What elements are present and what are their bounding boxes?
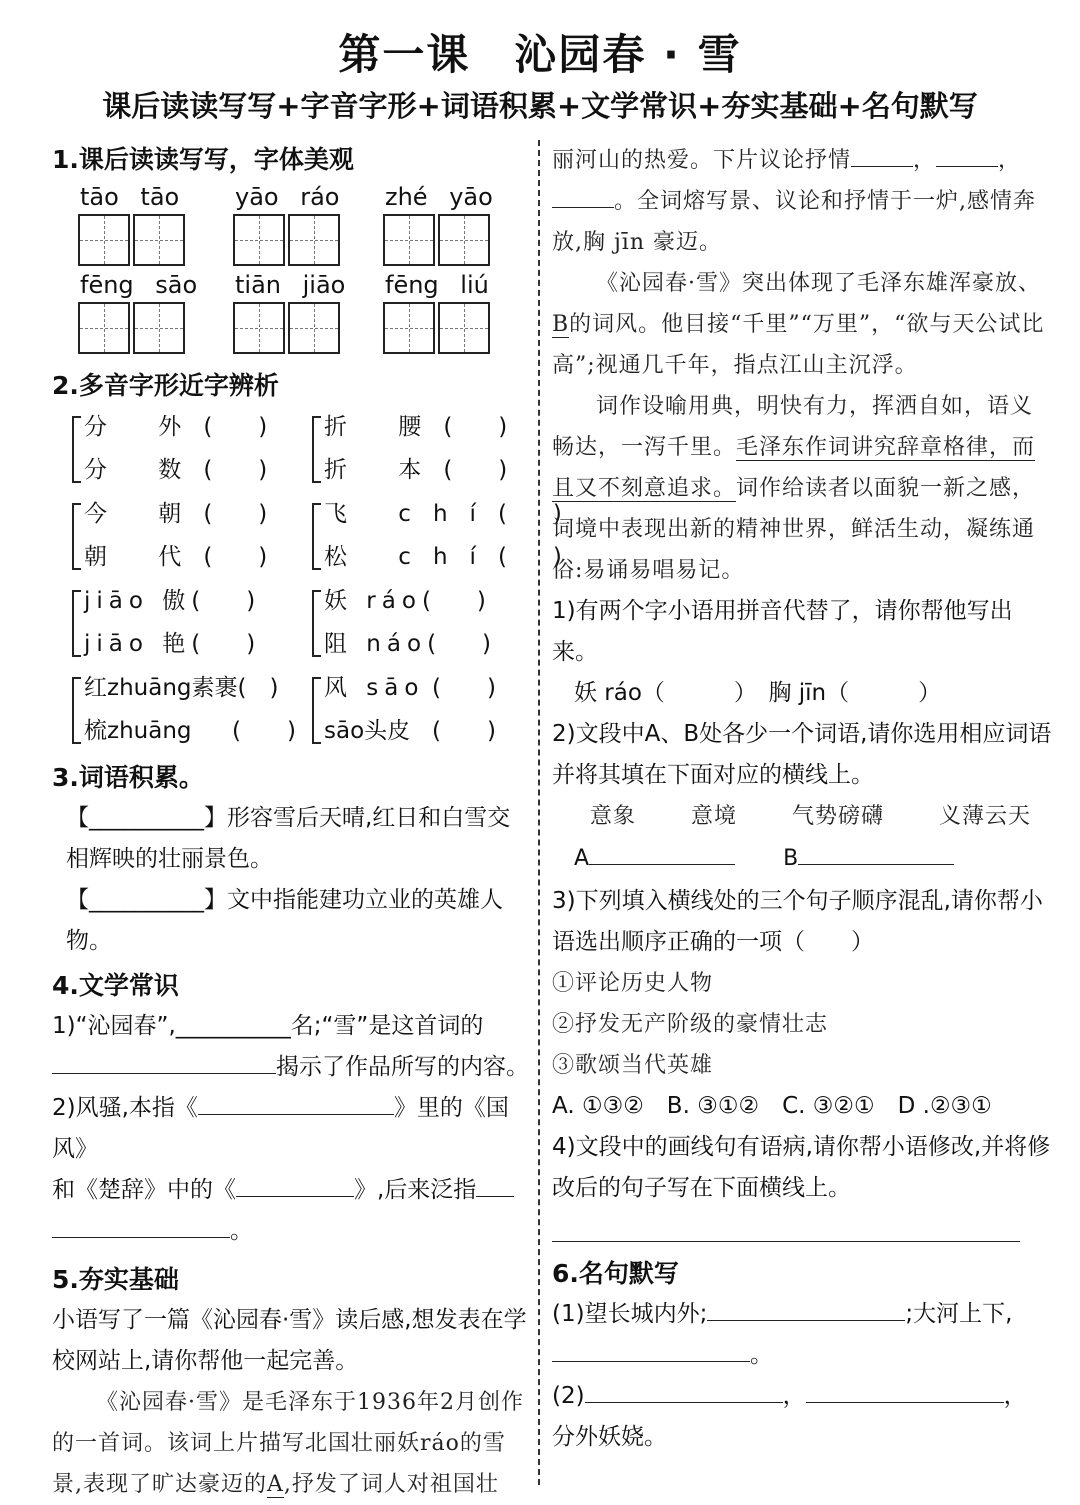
question-text: 名;“雪”是这首词的 [290,1013,484,1039]
word-text: 朝 代 [84,544,204,570]
writing-box[interactable] [438,302,490,354]
word-row [324,406,542,449]
answer-blank[interactable]: 妖 ráo（ ） [574,680,746,706]
word-row [324,536,562,579]
quote-line [552,1335,1052,1376]
answer-blank[interactable]: ( ) [427,631,492,657]
word-text: sāo头皮 [324,718,411,744]
writing-box[interactable] [438,214,490,266]
answer-blank[interactable] [806,1376,1004,1403]
word-text: 折 本 [324,457,444,483]
section3-heading: 3.词语积累。 [52,763,204,792]
passage-text: ,抒发了词人对祖国壮 [283,1472,499,1497]
option-word: 意象 [590,804,637,829]
quote-text: ;大河上下, [905,1301,1013,1327]
pinyin-label: yāo ráo [235,183,340,211]
section5-intro: 小语写了一篇《沁园春·雪》读后感,想发表在学校网站上,请你帮他一起完善。 [52,1307,527,1374]
question-3: 3)下列填入横线处的三个句子顺序混乱,请你帮小语选出顺序正确的一项（ ） [552,888,1043,955]
passage-text: 《沁园春·雪》是毛泽东于1936年2月创作的一首词。该词上片描写北国壮丽妖ráo的雪景,表现了旷达豪迈的 [52,1390,524,1497]
question-text: 》里的《国风》 [52,1095,509,1162]
word-row [84,493,312,536]
word-row [84,536,312,579]
question-text: 和《楚辞》中的《 [52,1177,236,1203]
passage-text: 《沁园春·雪》突出体现了毛泽东雄浑豪放、 [596,271,1041,296]
quote-line [552,1294,1052,1335]
question-text: 2)风骚,本指《 [52,1095,198,1121]
word-text: 妖 ráo [324,588,422,614]
quote-text: 。 [750,1342,773,1368]
bracket-open: 【 [66,805,89,831]
answer-line[interactable] [552,1219,1020,1242]
answer-blank[interactable]: ( ) [432,718,496,744]
bracket-group [72,406,312,493]
answer-blank[interactable] [552,1335,750,1362]
vocab-item [52,798,530,880]
answer-blank[interactable] [198,1088,394,1115]
vocab-item [52,880,530,962]
writing-box[interactable] [133,302,185,354]
answer-blank[interactable]: ( ) [191,631,256,657]
tianzige-item [78,180,233,268]
quote-text: ， [1003,1383,1027,1409]
answer-blank[interactable]: ( ) [421,588,486,614]
passage-text: 词作设喻用典，明快有力，挥洒自如，语义畅达，一泻千里。 [552,394,1034,460]
answer-blank[interactable] [52,1211,230,1238]
word-text: 折 腰 [324,414,444,440]
passage-paragraph [552,263,1052,386]
sentence-option: ①评论历史人物 [552,971,714,996]
word-text: 飞 chí [324,501,498,527]
answer-blank[interactable]: ( ) [203,414,268,440]
answer-blank[interactable]: ( ) [237,675,279,701]
bracket-group [72,667,312,754]
section6-heading: 6.名句默写 [552,1259,679,1288]
word-text: 风 sāo [324,675,425,701]
answer-blank[interactable] [236,1170,354,1197]
passage-paragraph [52,1382,530,1505]
word-text: 松 chí [324,544,498,570]
quote-text: ， [782,1383,806,1409]
pinyin-label: fēng liú [385,271,489,299]
answer-blank[interactable]: ( ) [497,501,562,527]
tianzige-item [383,268,523,356]
answer-blank[interactable]: ( ) [203,544,268,570]
passage-text: 丽河山的热爱。下片议论抒情 [552,148,852,173]
ab-answer-lines [552,837,1052,881]
underlined-sentence: 毛泽东作词讲究辞章格律，而且又不刻意追求。 [552,435,1036,501]
polyphone-grid [72,406,562,754]
quote-text: (2) [552,1383,585,1409]
word-row [324,667,542,710]
word-text: 梳zhuāng [84,718,192,744]
writing-box[interactable] [288,214,340,266]
passage-text: 词作给读者以面貌一新之感，词境中表现出新的精神世界，鲜活生动，凝练通俗:易诵易唱易记。 [552,476,1036,583]
tianzige-item [233,180,383,268]
answer-blank[interactable] [476,1170,514,1197]
left-column [52,140,562,1505]
pinyin-label: fēng sāo [80,271,198,299]
answer-blank[interactable] [707,1294,905,1321]
question-text: 。 [230,1218,253,1244]
vocab-definition: 】文中指能建功立业的英雄人物。 [66,887,503,954]
answer-blank[interactable]: __________ [175,1013,291,1039]
passage-paragraph: 丽河山的热爱。下片议论抒情 ， ， 。全词熔写景、议论和抒情于一炉,感情奔放,胸 jīn 豪迈。 [552,140,1052,263]
pinyin-label: tāo tāo [80,183,180,211]
option-word: 义薄云天 [939,804,1032,829]
quote-line: 分外妖娆。 [552,1424,667,1450]
tianzige-item [383,180,523,268]
answer-blank[interactable]: 胸 jīn（ ） [768,680,942,706]
answer-blank[interactable]: __________ [89,805,204,831]
word-options [552,796,1052,837]
answer-blank[interactable]: ( ) [432,675,496,701]
answer-label-b: B [783,846,799,871]
section4-heading: 4.文学常识 [52,971,179,1000]
bracket-group [312,667,542,754]
word-text: 今 朝 [84,501,204,527]
answer-blank[interactable]: ( ) [191,588,256,614]
writing-box[interactable] [288,302,340,354]
quote-line [552,1376,1052,1417]
literature-q2 [52,1088,530,1252]
word-row [324,623,542,666]
blank-marker-a: A [267,1472,284,1497]
option-word: 气势磅礴 [792,804,885,829]
answer-blank[interactable]: ( ) [232,718,296,744]
page-subtitle: 课后读读写写+字音字形+词语积累+文学常识+夯实基础+名句默写 [102,89,978,123]
answer-label-a: A [574,846,590,871]
question-4: 4)文段中的画线句有语病,请你帮小语修改,并将修改后的句子写在下面横线上。 [552,1134,1051,1201]
column-divider [538,140,540,1485]
answer-blank[interactable]: ( ) [497,544,562,570]
word-text: 分 外 [84,414,204,440]
answer-blank[interactable] [798,838,954,865]
word-text: 阻 náo [324,631,428,657]
section1-heading: 1.课后读读写写，字体美观 [52,145,354,174]
word-row [324,710,542,753]
writing-box[interactable] [78,302,130,354]
blank-marker-b: B [552,312,570,337]
sentence-option: ③歌颂当代英雄 [552,1053,714,1078]
word-row [84,710,312,753]
passage-text: 。全词熔写景、议论和抒情于一炉,感情奔放,胸 jīn 豪迈。 [552,189,1036,255]
passage-text: 的词风。他目接“千里”“万里”，“欲与天公试比高”;视通几千年，指点江山主沉浮。 [552,312,1045,378]
question-text: 1)“沁园春”, [52,1013,176,1039]
answer-blank[interactable]: ( ) [203,501,268,527]
question-text: 》,后来泛指 [354,1177,477,1203]
tianzige-item [78,268,233,356]
answer-blank[interactable] [851,144,913,167]
bracket-group [72,493,312,580]
question-1: 1)有两个字小语用拼音代替了，请你帮他写出来。 [552,598,1013,665]
word-text: 红zhuāng素裹 [84,675,238,701]
quote-text: (1)望长城内外; [552,1301,708,1327]
bracket-group [312,493,562,580]
word-text: jiāo 傲 [84,588,192,614]
bracket-group [312,406,542,493]
word-row [324,449,542,492]
answer-blank[interactable] [585,1376,783,1403]
bracket-open: 【 [66,887,89,913]
pinyin-label: tiān jiāo [235,271,346,299]
page-title: 第一课 沁园春 · 雪 [338,30,742,79]
question-1-answers [552,673,1052,714]
answer-blank[interactable] [936,144,998,167]
section5-heading: 5.夯实基础 [52,1265,179,1294]
answer-blank[interactable]: ( ) [203,457,268,483]
section2-heading: 2.多音字形近字辨析 [52,371,279,400]
answer-blank[interactable] [52,1047,276,1074]
writing-box[interactable] [383,214,435,266]
pinyin-label: zhé yāo [385,183,493,211]
word-row [84,667,312,710]
question-text: 揭示了作品所写的内容。 [276,1054,529,1080]
answer-blank[interactable]: ( ) [443,414,508,440]
right-column [552,140,1052,1458]
writing-box[interactable] [233,302,285,354]
writing-box[interactable] [233,214,285,266]
bracket-group [72,580,312,667]
option-word: 意境 [691,804,738,829]
word-row [324,580,542,623]
answer-blank[interactable]: ( ) [443,457,508,483]
writing-box[interactable] [383,302,435,354]
bracket-group [312,580,542,667]
literature-q1 [52,1006,530,1088]
answer-blank[interactable]: __________ [89,887,204,913]
passage-paragraph [552,386,1052,591]
word-row [84,623,312,666]
sentence-option: ②抒发无产阶级的豪情壮志 [552,1012,829,1037]
tianzige-item [233,268,383,356]
word-text: 分 数 [84,457,204,483]
word-text: jiāo 艳 [84,631,192,657]
tianzige-grid [78,180,530,356]
writing-box[interactable] [78,214,130,266]
answer-blank[interactable] [589,838,735,865]
word-row [84,580,312,623]
choice-options[interactable]: A. ①③② B. ③①② C. ③②① D .②③① [552,1093,992,1119]
vocab-definition: 】形容雪后天晴,红日和白雪交相辉映的壮丽景色。 [66,805,511,872]
writing-box[interactable] [133,214,185,266]
word-row [84,449,312,492]
answer-blank[interactable] [552,185,614,208]
word-row [324,493,562,536]
question-2: 2)文段中A、B处各少一个词语,请你选用相应词语并将其填在下面对应的横线上。 [552,721,1052,788]
word-row [84,406,312,449]
